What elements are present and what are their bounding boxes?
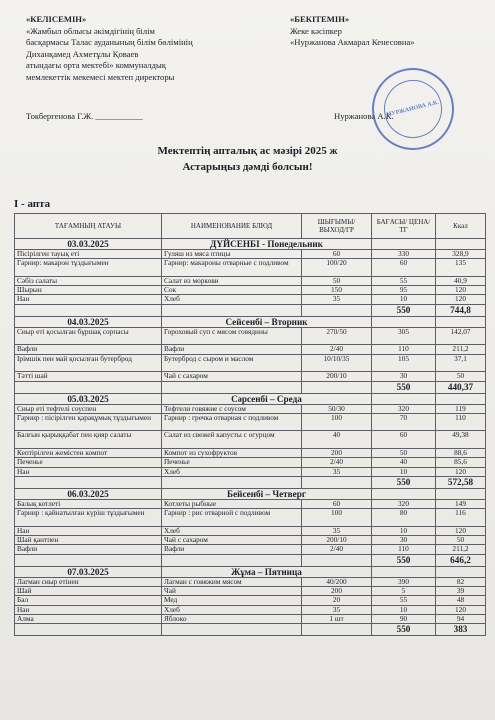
dish-name-ru: Хлеб [162,295,302,304]
dish-kcal: 116 [436,509,486,527]
dish-name-kz: Сиыр еті қосылған бұршақ сорпасы [15,327,162,345]
dish-name-ru: Чай с сахаром [162,372,302,381]
dish-name-kz: Нан [15,526,162,535]
dish-name-kz: Нан [15,605,162,614]
dish-name-ru: Печенье [162,458,302,467]
portion-output: 50/30 [302,404,372,413]
approval-right-line: Жеке кәсіпкер [290,25,342,36]
empty-cell [162,554,302,566]
table-row [15,431,486,449]
column-header: НАИМЕНОВАНИЕ БЛЮД [162,214,302,239]
dish-name-ru: Хлеб [162,467,302,476]
empty-cell [372,488,436,499]
table-row [15,354,486,372]
portion-output: 35 [302,526,372,535]
total-price: 550 [372,624,436,636]
dish-price: 5 [372,587,436,596]
portion-output: 200/10 [302,536,372,545]
table-row [15,413,486,431]
portion-output: 20 [302,596,372,605]
dish-price: 10 [372,526,436,535]
dish-name-kz: Бал [15,596,162,605]
dish-kcal: 135 [436,259,486,277]
dish-name-kz: Балғын қырыққабат пен қияр салаты [15,431,162,449]
table-row [15,449,486,458]
approval-left-line: атындағы орта мектебі» коммуналдық [26,60,166,71]
day-date: 05.03.2025 [15,393,162,404]
empty-cell [372,566,436,577]
empty-cell [162,476,302,488]
portion-output: 100 [302,413,372,431]
portion-output: 2/40 [302,545,372,554]
empty-cell [15,624,162,636]
empty-cell [436,488,486,499]
portion-output: 150 [302,286,372,295]
portion-output: 100 [302,509,372,527]
empty-cell [302,381,372,393]
dish-kcal: 40,9 [436,276,486,285]
dish-name-kz: Печенье [15,458,162,467]
empty-cell [15,554,162,566]
approval-left-block [26,14,276,84]
empty-cell [436,316,486,327]
day-total-row [15,381,486,393]
right-signature: Нуржанова А.К. [334,111,394,121]
dish-name-ru: Яблоко [162,614,302,623]
dish-name-ru: Гороховый суп с мясом говядины [162,327,302,345]
dish-price: 30 [372,372,436,381]
table-row [15,404,486,413]
week-label: I - апта [14,198,51,210]
approval-left-line: мемлекеттік мекемесі мектеп директоры [26,71,175,82]
portion-output: 200 [302,587,372,596]
dish-kcal: 37,1 [436,354,486,372]
total-price: 550 [372,554,436,566]
dish-kcal: 110 [436,413,486,431]
empty-cell [436,566,486,577]
dish-name-ru: Гарнир: макароны отварные с подливом [162,259,302,277]
dish-name-ru: Компот из сухофруктов [162,449,302,458]
menu-table-body [15,239,486,636]
dish-price: 95 [372,286,436,295]
dish-price: 40 [372,458,436,467]
approval-left-line: Диханқамед Ахметұлы Қоваев [26,48,139,59]
dish-price: 320 [372,404,436,413]
dish-kcal: 120 [436,526,486,535]
empty-cell [372,316,436,327]
dish-name-kz: Шырын [15,286,162,295]
day-total-row [15,554,486,566]
dish-kcal: 149 [436,499,486,508]
empty-cell [302,476,372,488]
total-kcal: 383 [436,624,486,636]
dish-name-ru: Салат из моркови [162,276,302,285]
day-header-row [15,566,486,577]
table-row [15,614,486,623]
portion-output: 40 [302,431,372,449]
table-row [15,509,486,527]
table-row [15,596,486,605]
day-date: 04.03.2025 [15,316,162,327]
dish-name-ru: Мед [162,596,302,605]
total-price: 550 [372,476,436,488]
dish-price: 305 [372,327,436,345]
approval-left-line: «Жамбыл облысы әкімдігінің білім [26,25,155,36]
dish-name-ru: Вафли [162,545,302,554]
approval-left-heading: «КЕЛІСЕМІН» [26,14,87,24]
portion-output: 35 [302,605,372,614]
empty-cell [15,476,162,488]
dish-kcal: 120 [436,605,486,614]
portion-output: 2/40 [302,458,372,467]
dish-kcal: 120 [436,286,486,295]
day-total-row [15,304,486,316]
approval-right-block [290,14,490,49]
table-row [15,526,486,535]
table-row [15,467,486,476]
empty-cell [302,304,372,316]
table-header-row [15,214,486,239]
dish-name-ru: Хлеб [162,605,302,614]
empty-cell [302,554,372,566]
dish-kcal: 119 [436,404,486,413]
dish-name-kz: Гарнир : қайнатылған күріш тұздығымен [15,509,162,527]
dish-kcal: 50 [436,372,486,381]
dish-price: 60 [372,259,436,277]
dish-name-ru: Тефтели говяжие с соусом [162,404,302,413]
portion-output: 40/200 [302,577,372,586]
dish-name-kz: Шай [15,587,162,596]
dish-name-kz: Вафли [15,345,162,354]
dish-price: 80 [372,509,436,527]
portion-output: 100/20 [302,259,372,277]
portion-output: 35 [302,467,372,476]
day-total-row [15,476,486,488]
portion-output: 10/10/35 [302,354,372,372]
dish-price: 330 [372,250,436,259]
dish-price: 70 [372,413,436,431]
portion-output: 200/10 [302,372,372,381]
table-row [15,577,486,586]
dish-kcal: 328,9 [436,250,486,259]
dish-name-kz: Сиыр еті тефтелі соуспен [15,404,162,413]
empty-cell [372,393,436,404]
dish-name-ru: Лагман с говяжим мясом [162,577,302,586]
table-row [15,536,486,545]
table-row [15,259,486,277]
table-row [15,295,486,304]
empty-cell [372,239,436,250]
empty-cell [162,381,302,393]
dish-kcal: 94 [436,614,486,623]
empty-cell [436,393,486,404]
dish-kcal: 82 [436,577,486,586]
dish-name-ru: Котлеты рыбные [162,499,302,508]
total-price: 550 [372,381,436,393]
total-price: 550 [372,304,436,316]
dish-price: 30 [372,536,436,545]
dish-kcal: 88,6 [436,449,486,458]
dish-name-kz: Гарнир: макарон тұздығымен [15,259,162,277]
dish-name-kz: Пісірілген тауық еті [15,250,162,259]
page-subtitle: Астарыңыз дәмді болсын! [182,161,313,173]
total-kcal: 572,58 [436,476,486,488]
dish-kcal: 48 [436,596,486,605]
seal-stamp-text: НУРЖАНОВА А.К. [378,74,448,144]
menu-table [14,213,486,636]
empty-cell [162,624,302,636]
table-row [15,327,486,345]
dish-name-ru: Хлеб [162,526,302,535]
dish-name-ru: Чай [162,587,302,596]
dish-price: 60 [372,431,436,449]
dish-kcal: 50 [436,536,486,545]
day-date: 06.03.2025 [15,488,162,499]
column-header: ШЫҒЫМЫ/ ВЫХОД/ГР [302,214,372,239]
dish-kcal: 39 [436,587,486,596]
dish-price: 105 [372,354,436,372]
dish-price: 390 [372,577,436,586]
day-name: ДҮЙСЕНБІ - Понедельник [162,239,372,250]
dish-name-ru: Бутерброд с сыром и маслом [162,354,302,372]
dish-name-ru: Гарнир : рис отварной с подливом [162,509,302,527]
dish-kcal: 211,2 [436,345,486,354]
dish-name-ru: Вафли [162,345,302,354]
table-row [15,345,486,354]
dish-name-ru: Гарнир : гречка отварная с подливом [162,413,302,431]
table-row [15,286,486,295]
portion-output: 60 [302,250,372,259]
approval-right-heading: «БЕКІТЕМІН» [290,14,350,24]
dish-name-ru: Салат из свежей капусты с огурцом [162,431,302,449]
dish-name-kz: Ірімшік пен май қосылған бутерброд [15,354,162,372]
approval-right-line: «Нуржанова Акмарал Кенесовна» [290,37,415,48]
empty-cell [162,304,302,316]
portion-output: 50 [302,276,372,285]
dish-price: 55 [372,276,436,285]
left-signature: Токбергенова Г.Ж. ___________ [26,111,143,121]
dish-name-kz: Балық котлеті [15,499,162,508]
dish-kcal: 120 [436,295,486,304]
day-name: Сәрсенбі – Среда [162,393,372,404]
day-date: 07.03.2025 [15,566,162,577]
dish-name-kz: Шай қантпен [15,536,162,545]
dish-price: 50 [372,449,436,458]
day-total-row [15,624,486,636]
day-name: Бейсенбі – Четверг [162,488,372,499]
empty-cell [15,381,162,393]
day-header-row [15,239,486,250]
table-row [15,458,486,467]
dish-name-kz: Гарнир : пісірілген қарақұмық тұздығымен [15,413,162,431]
column-header: БАҒАСЫ/ ЦЕНА/ТГ [372,214,436,239]
portion-output: 60 [302,499,372,508]
empty-cell [302,624,372,636]
empty-cell [436,239,486,250]
dish-kcal: 211,2 [436,545,486,554]
total-kcal: 440,37 [436,381,486,393]
dish-kcal: 142,07 [436,327,486,345]
empty-cell [15,304,162,316]
dish-kcal: 49,38 [436,431,486,449]
dish-name-kz: Сәбіз салаты [15,276,162,285]
portion-output: 270/50 [302,327,372,345]
dish-name-kz: Нан [15,467,162,476]
day-header-row [15,393,486,404]
table-row [15,605,486,614]
dish-price: 10 [372,467,436,476]
column-header: Ккал [436,214,486,239]
table-row [15,587,486,596]
dish-name-kz: Лагман сиыр етінен [15,577,162,586]
dish-price: 320 [372,499,436,508]
table-row [15,372,486,381]
total-kcal: 646,2 [436,554,486,566]
seal-stamp [363,59,462,158]
table-row [15,250,486,259]
dish-name-kz: Тәтті шай [15,372,162,381]
approval-left-line: басқармасы Талас ауданының білім бөлімінің [26,37,193,48]
dish-name-ru: Гуляш из мяса птицы [162,250,302,259]
dish-name-kz: Нан [15,295,162,304]
table-row [15,545,486,554]
total-kcal: 744,8 [436,304,486,316]
dish-name-ru: Чай с сахаром [162,536,302,545]
portion-output: 200 [302,449,372,458]
portion-output: 2/40 [302,345,372,354]
dish-name-kz: Вафли [15,545,162,554]
dish-price: 110 [372,545,436,554]
dish-kcal: 120 [436,467,486,476]
dish-name-kz: Кептірілген жемістен компот [15,449,162,458]
table-row [15,276,486,285]
dish-price: 10 [372,605,436,614]
day-date: 03.03.2025 [15,239,162,250]
day-header-row [15,316,486,327]
day-name: Жұма – Пятница [162,566,372,577]
page-title: Мектептің апталық ас мәзірі 2025 ж [157,145,338,157]
portion-output: 1 шт [302,614,372,623]
dish-kcal: 85,6 [436,458,486,467]
column-header: ТАҒАМНЫҢ АТАУЫ [15,214,162,239]
dish-price: 110 [372,345,436,354]
table-row [15,499,486,508]
day-header-row [15,488,486,499]
portion-output: 35 [302,295,372,304]
dish-price: 10 [372,295,436,304]
day-name: Сейсенбі – Вторник [162,316,372,327]
dish-price: 55 [372,596,436,605]
dish-name-ru: Сок [162,286,302,295]
dish-name-kz: Алма [15,614,162,623]
dish-price: 90 [372,614,436,623]
